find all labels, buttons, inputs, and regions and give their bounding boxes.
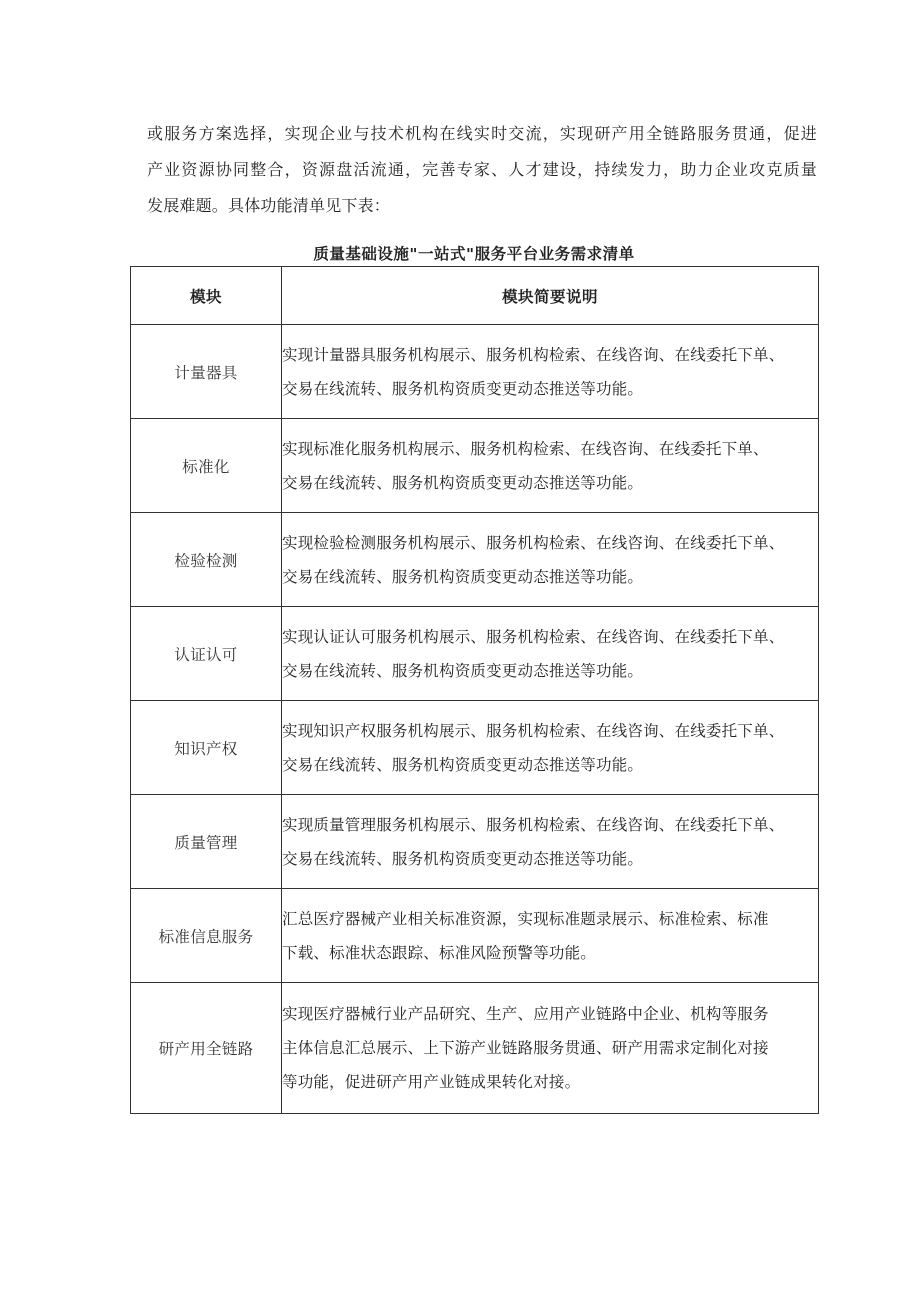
header-module: 模块	[131, 267, 282, 325]
description-line: 实现计量器具服务机构展示、服务机构检索、在线咨询、在线委托下单、	[282, 345, 785, 364]
module-cell: 知识产权	[131, 701, 282, 795]
module-cell: 研产用全链路	[131, 983, 282, 1114]
description-line: 实现标准化服务机构展示、服务机构检索、在线咨询、在线委托下单、	[282, 439, 769, 458]
description-cell	[282, 701, 819, 795]
table-row	[131, 325, 819, 419]
table-row	[131, 701, 819, 795]
table-row	[131, 983, 819, 1114]
module-cell: 标准化	[131, 419, 282, 513]
intro-line: 或服务方案选择，实现企业与技术机构在线实时交流，实现研产用全链路服务贯通，促进	[147, 124, 817, 143]
table-title: 质量基础设施"一站式"服务平台业务需求清单	[313, 245, 635, 263]
description-line: 下载、标准状态跟踪、标准风险预警等功能。	[282, 943, 597, 962]
description-line: 主体信息汇总展示、上下游产业链路服务贯通、研产用需求定制化对接	[282, 1039, 769, 1057]
intro-line: 发展难题。具体功能清单见下表：	[147, 196, 391, 215]
module-cell: 计量器具	[131, 325, 282, 419]
intro-line: 产业资源协同整合，资源盘活流通，完善专家、人才建设，持续发力，助力企业攻克质量	[147, 160, 817, 179]
description-cell	[282, 419, 819, 513]
description-line: 实现检验检测服务机构展示、服务机构检索、在线咨询、在线委托下单、	[282, 533, 785, 552]
description-cell	[282, 795, 819, 889]
intro-paragraph	[147, 116, 817, 224]
description-line: 交易在线流转、服务机构资质变更动态推送等功能。	[282, 473, 644, 492]
description-cell	[282, 513, 819, 607]
description-cell	[282, 889, 819, 983]
description-line: 交易在线流转、服务机构资质变更动态推送等功能。	[282, 849, 644, 868]
table-row	[131, 419, 819, 513]
description-line: 实现知识产权服务机构展示、服务机构检索、在线咨询、在线委托下单、	[282, 721, 785, 740]
description-line: 交易在线流转、服务机构资质变更动态推送等功能。	[282, 755, 644, 774]
description-line: 交易在线流转、服务机构资质变更动态推送等功能。	[282, 567, 644, 586]
table-header-row	[131, 267, 819, 325]
module-cell: 认证认可	[131, 607, 282, 701]
description-line: 交易在线流转、服务机构资质变更动态推送等功能。	[282, 661, 644, 680]
description-line: 实现医疗器械行业产品研究、生产、应用产业链路中企业、机构等服务	[282, 1005, 769, 1023]
table-row	[131, 607, 819, 701]
description-cell	[282, 607, 819, 701]
module-cell: 检验检测	[131, 513, 282, 607]
module-cell: 标准信息服务	[131, 889, 282, 983]
table-row	[131, 889, 819, 983]
description-line: 汇总医疗器械产业相关标准资源，实现标准题录展示、标准检索、标准	[282, 909, 769, 928]
description-line: 实现质量管理服务机构展示、服务机构检索、在线咨询、在线委托下单、	[282, 815, 785, 834]
module-cell: 质量管理	[131, 795, 282, 889]
description-line: 实现认证认可服务机构展示、服务机构检索、在线咨询、在线委托下单、	[282, 627, 785, 646]
requirements-table	[130, 266, 819, 1114]
header-description: 模块简要说明	[282, 267, 819, 325]
description-cell	[282, 325, 819, 419]
table-row	[131, 513, 819, 607]
description-line: 等功能，促进研产用产业链成果转化对接。	[282, 1073, 581, 1091]
description-cell	[282, 983, 819, 1114]
description-line: 交易在线流转、服务机构资质变更动态推送等功能。	[282, 379, 644, 398]
table-row	[131, 795, 819, 889]
